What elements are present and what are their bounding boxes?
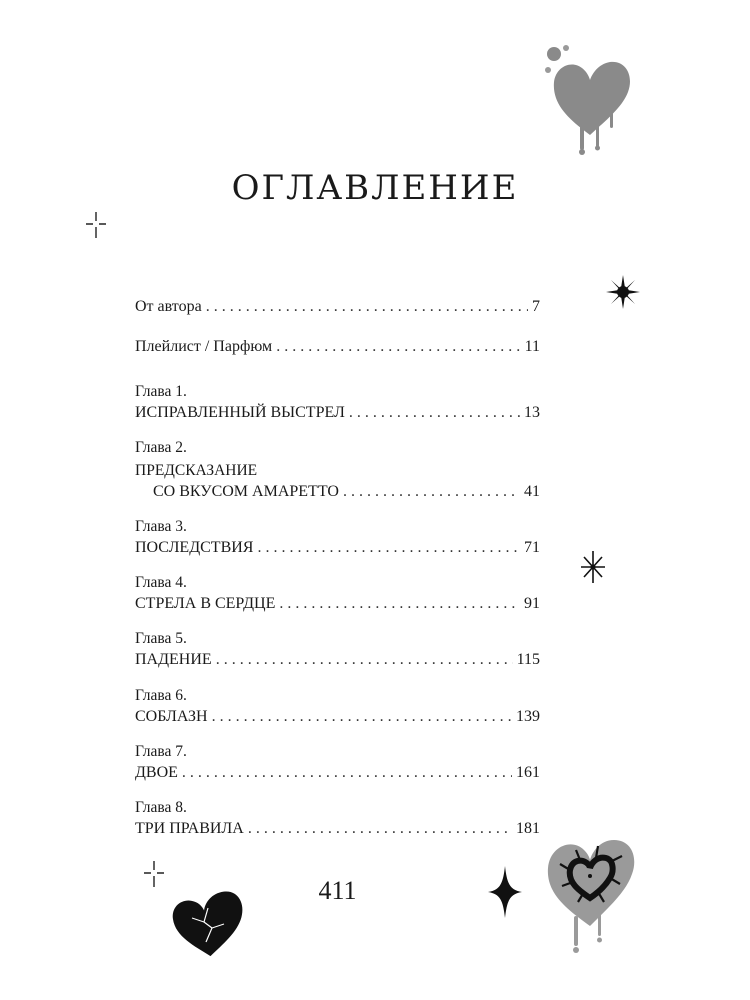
toc-entry-label: ПОСЛЕДСТВИЯ xyxy=(135,539,254,556)
dot-leader xyxy=(248,820,512,838)
toc-entry-page: 41 xyxy=(524,483,540,500)
starburst-icon xyxy=(606,275,640,309)
toc-entry-label: СТРЕЛА В СЕРДЦЕ xyxy=(135,595,276,612)
chapter-number: Глава 2. xyxy=(135,439,187,456)
chapter-number: Глава 6. xyxy=(135,687,187,704)
toc-entry-page: 161 xyxy=(516,764,540,781)
dot-leader xyxy=(212,708,512,726)
dot-leader xyxy=(206,298,528,316)
dot-leader xyxy=(279,595,520,613)
toc-entry-chapter-4[interactable] xyxy=(135,595,540,619)
chapter-number: Глава 7. xyxy=(135,743,187,760)
dot-leader xyxy=(349,404,520,422)
grey-heart-drip-icon xyxy=(540,40,640,165)
toc-entry-page: 139 xyxy=(516,708,540,725)
toc-entry-chapter-1[interactable] xyxy=(135,404,540,428)
toc-entry-label: Плейлист / Парфюм xyxy=(135,338,273,355)
black-heart-icon xyxy=(168,888,250,960)
four-point-star-icon xyxy=(488,866,522,918)
toc-entry-label: ИСПРАВЛЕННЫЙ ВЫСТРЕЛ xyxy=(135,404,345,421)
toc-entry-playlist[interactable] xyxy=(135,338,540,362)
chapter-number: Глава 8. xyxy=(135,799,187,816)
page-number: 411 xyxy=(318,876,357,905)
thorny-heart-icon xyxy=(540,816,640,961)
toc-entry-chapter-6[interactable] xyxy=(135,708,540,732)
page-title: ОГЛАВЛЕНИЕ xyxy=(231,168,519,208)
toc-entry-chapter-5[interactable] xyxy=(135,651,540,675)
thin-star-icon xyxy=(578,550,608,584)
toc-entry-page: 91 xyxy=(524,595,540,612)
thin-cross-sparkle-icon xyxy=(84,210,108,240)
chapter-number: Глава 4. xyxy=(135,574,187,591)
toc-entry-chapter-2[interactable] xyxy=(135,483,540,507)
toc-entry-label: СО ВКУСОМ АМАРЕТТО xyxy=(153,483,339,500)
toc-entry-label: СОБЛАЗН xyxy=(135,708,208,725)
toc-entry-page: 115 xyxy=(516,651,540,668)
toc-entry-label: ПАДЕНИЕ xyxy=(135,651,212,668)
toc-entry-page: 11 xyxy=(524,338,540,355)
thin-cross-sparkle-icon xyxy=(143,860,165,888)
toc-entry-chapter-7[interactable] xyxy=(135,764,540,788)
toc-entry-label: От автора xyxy=(135,298,202,315)
dot-leader xyxy=(257,539,520,557)
dot-leader xyxy=(182,764,512,782)
dot-leader xyxy=(276,338,520,356)
toc-entry-chapter-3[interactable] xyxy=(135,539,540,563)
chapter-number: Глава 5. xyxy=(135,630,187,647)
toc-entry-label: ТРИ ПРАВИЛА xyxy=(135,820,244,837)
toc-entry-page: 181 xyxy=(516,820,540,837)
toc-entry-page: 71 xyxy=(524,539,540,556)
dot-leader xyxy=(216,651,513,669)
chapter-number: Глава 3. xyxy=(135,518,187,535)
toc-entry-label-line1: ПРЕДСКАЗАНИЕ xyxy=(135,462,258,479)
toc-entry-chapter-8[interactable] xyxy=(135,820,540,844)
toc-entry-from-author[interactable] xyxy=(135,298,540,322)
toc-entry-page: 7 xyxy=(532,298,540,315)
dot-leader xyxy=(343,483,520,501)
toc-entry-label: ДВОЕ xyxy=(135,764,178,781)
toc-entry-page: 13 xyxy=(524,404,540,421)
chapter-number: Глава 1. xyxy=(135,383,187,400)
